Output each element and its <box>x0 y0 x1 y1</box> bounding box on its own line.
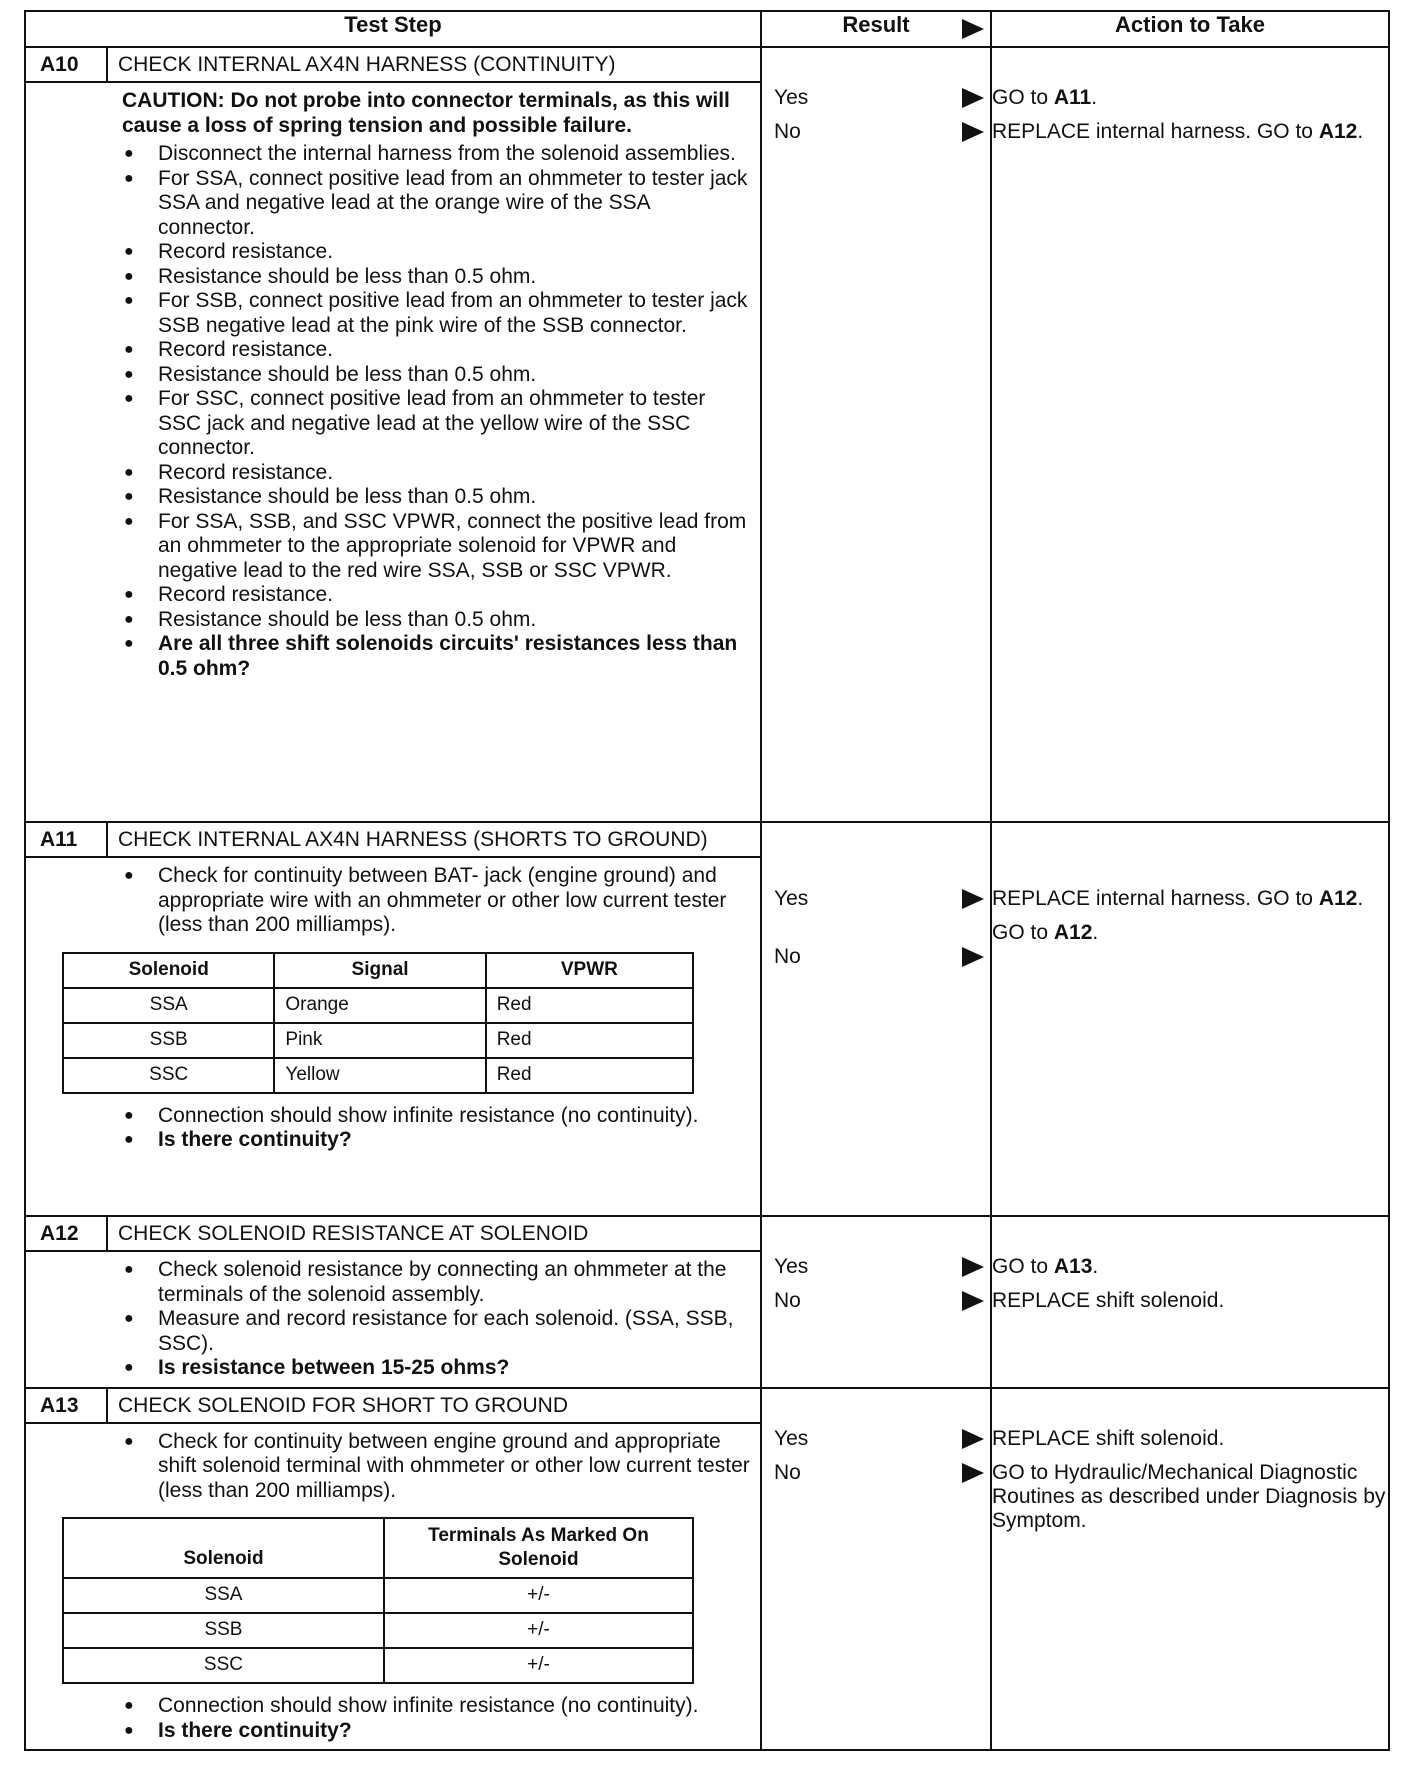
action-cell <box>991 1216 1389 1388</box>
column-header: Solenoid <box>63 1518 384 1578</box>
table-cell: SSA <box>63 988 274 1023</box>
action-step-ref: A12 <box>1318 120 1358 143</box>
action-no <box>992 120 1388 144</box>
action-text: GO to <box>992 921 1054 944</box>
step-header <box>26 1217 760 1252</box>
result-yes <box>762 86 990 110</box>
step-row-a13 <box>25 1388 1389 1751</box>
arrow-right-icon <box>962 1463 984 1483</box>
list-item: ● Check for continuity between engine ground and appropriate shift solenoid terminal with ohmmeter or other low current tester (less than 200 milliamps). <box>122 1430 750 1504</box>
table-row <box>63 1578 693 1613</box>
header-test-step: Test Step <box>25 11 761 47</box>
list-item: ● Connection should show infinite resistance (no continuity). <box>122 1694 750 1719</box>
header-result <box>761 11 991 47</box>
table-row <box>63 1023 693 1058</box>
step-title: CHECK INTERNAL AX4N HARNESS (CONTINUITY) <box>118 53 616 76</box>
result-no <box>762 120 990 144</box>
list-item: ● Resistance should be less than 0.5 ohm. <box>122 363 750 388</box>
column-header: VPWR <box>486 953 693 988</box>
step-cell <box>25 47 761 822</box>
table-cell: +/- <box>384 1578 693 1613</box>
list-item: ● For SSC, connect positive lead from an ohmmeter to tester SSC jack and negative lead at the yellow wire of the SSC connector. <box>122 387 750 461</box>
action-cell <box>991 822 1389 1216</box>
step-id: A12 <box>26 1217 108 1250</box>
result-yes-label: Yes <box>774 887 809 910</box>
action-cell <box>991 1388 1389 1751</box>
result-no <box>762 1289 990 1313</box>
step-cell <box>25 1388 761 1751</box>
list-item: ● Connection should show infinite resistance (no continuity). <box>122 1104 750 1129</box>
table-cell: Red <box>486 1023 693 1058</box>
list-item: ● Measure and record resistance for each solenoid. (SSA, SSB, SSC). <box>122 1307 750 1356</box>
result-no <box>762 945 990 969</box>
step-id: A11 <box>26 823 108 856</box>
list-item: ● Record resistance. <box>122 338 750 363</box>
result-yes-label: Yes <box>774 1426 809 1450</box>
table-cell: SSA <box>63 1578 384 1613</box>
table-header-row <box>25 11 1389 47</box>
action-no <box>992 1461 1388 1533</box>
question: ● Are all three shift solenoids circuits' resistances less than 0.5 ohm? <box>122 632 750 681</box>
table-row <box>63 1058 693 1093</box>
table-cell: Orange <box>274 988 485 1023</box>
terminal-table <box>62 1517 694 1684</box>
step-header <box>26 1389 760 1424</box>
column-header: Signal <box>274 953 485 988</box>
step-body <box>26 1252 760 1387</box>
arrow-right-icon <box>962 19 984 39</box>
step-row-a11 <box>25 822 1389 1216</box>
header-result-label: Result <box>842 12 910 37</box>
result-yes <box>762 1255 990 1279</box>
action-text: GO to Hydraulic/Mechanical Diagnostic Routines as described under Diagnosis by Symptom. <box>992 1460 1386 1532</box>
diagnostic-page <box>24 10 1388 1751</box>
step-title: CHECK INTERNAL AX4N HARNESS (SHORTS TO GROUND) <box>118 828 708 851</box>
action-text-end: . <box>1357 887 1364 910</box>
arrow-right-icon <box>962 947 984 967</box>
list-item: ● For SSA, connect positive lead from an ohmmeter to tester jack SSA and negative lead at the orange wire of the SSA connector. <box>122 167 750 241</box>
table-cell: Red <box>486 1058 693 1093</box>
question: ● Is there continuity? <box>122 1128 750 1153</box>
table-cell: SSC <box>63 1648 384 1683</box>
arrow-right-icon <box>962 1291 984 1311</box>
wire-color-table <box>62 952 694 1094</box>
action-text-end: . <box>1092 1255 1099 1278</box>
table-header-row <box>63 1518 693 1578</box>
bullet-list <box>122 1104 750 1153</box>
list-item: ● Resistance should be less than 0.5 ohm. <box>122 265 750 290</box>
action-cell <box>991 47 1389 822</box>
step-header <box>26 48 760 83</box>
result-cell <box>761 822 991 1216</box>
action-text: REPLACE shift solenoid. <box>992 1289 1225 1312</box>
result-cell <box>761 1388 991 1751</box>
step-title: CHECK SOLENOID FOR SHORT TO GROUND <box>118 1393 569 1417</box>
arrow-right-icon <box>962 1257 984 1277</box>
question: ● Is there continuity? <box>122 1719 750 1744</box>
list-item: ● Check for continuity between BAT- jack (engine ground) and appropriate wire with an ohmmeter or other low current tester (less than 200 milliamps). <box>122 864 750 938</box>
action-step-ref: A12 <box>1053 921 1093 944</box>
action-text: GO to <box>992 1255 1054 1278</box>
step-cell <box>25 822 761 1216</box>
list-item: ● For SSA, SSB, and SSC VPWR, connect the positive lead from an ohmmeter to the appropriate solenoid for VPWR and negative lead to the red wire SSA, SSB or SSC VPWR. <box>122 510 750 584</box>
arrow-right-icon <box>962 889 984 909</box>
list-item: ● Disconnect the internal harness from the solenoid assemblies. <box>122 142 750 167</box>
step-header <box>26 823 760 858</box>
action-text-end: . <box>1091 86 1098 109</box>
list-item: ● Record resistance. <box>122 461 750 486</box>
arrow-right-icon <box>962 88 984 108</box>
action-yes <box>992 1427 1388 1451</box>
table-cell: SSC <box>63 1058 274 1093</box>
action-yes <box>992 1255 1388 1279</box>
list-item: ● Resistance should be less than 0.5 ohm. <box>122 608 750 633</box>
action-step-ref: A13 <box>1053 1255 1093 1278</box>
result-no-label: No <box>774 1289 801 1312</box>
question: ● Is resistance between 15-25 ohms? <box>122 1356 750 1381</box>
table-row <box>63 1613 693 1648</box>
step-id: A10 <box>26 48 108 81</box>
table-row <box>63 988 693 1023</box>
action-text: REPLACE shift solenoid. <box>992 1426 1225 1450</box>
action-text: REPLACE internal harness. GO to <box>992 120 1319 143</box>
step-body <box>26 1424 760 1750</box>
bullet-list <box>122 864 750 938</box>
result-yes <box>762 1427 990 1451</box>
bullet-list <box>122 142 750 681</box>
arrow-right-icon <box>962 122 984 142</box>
step-body <box>26 858 760 1159</box>
step-body <box>26 83 760 687</box>
arrow-right-icon <box>962 1429 984 1449</box>
table-cell: SSB <box>63 1613 384 1648</box>
column-header: Terminals As Marked On Solenoid <box>384 1518 693 1578</box>
action-no <box>992 1289 1388 1313</box>
caution-text: CAUTION: Do not probe into connector terminals, as this will cause a loss of spring tension and possible failure. <box>122 89 730 137</box>
action-text: GO to <box>992 86 1054 109</box>
action-step-ref: A12 <box>1318 887 1358 910</box>
action-no <box>992 921 1388 945</box>
table-row <box>63 1648 693 1683</box>
step-title: CHECK SOLENOID RESISTANCE AT SOLENOID <box>118 1222 589 1245</box>
result-no <box>762 1461 990 1485</box>
header-action: Action to Take <box>991 11 1389 47</box>
table-cell: SSB <box>63 1023 274 1058</box>
table-cell: +/- <box>384 1648 693 1683</box>
action-text: REPLACE internal harness. GO to <box>992 887 1319 910</box>
result-yes-label: Yes <box>774 86 809 109</box>
list-item: ● Check solenoid resistance by connecting an ohmmeter at the terminals of the solenoid assembly. <box>122 1258 750 1307</box>
list-item: ● Record resistance. <box>122 583 750 608</box>
action-yes <box>992 887 1388 911</box>
action-text-end: . <box>1357 120 1364 143</box>
table-cell: +/- <box>384 1613 693 1648</box>
list-item: ● Resistance should be less than 0.5 ohm. <box>122 485 750 510</box>
action-yes <box>992 86 1388 110</box>
diagnostic-table <box>24 10 1390 1751</box>
column-header: Solenoid <box>63 953 274 988</box>
bullet-list <box>122 1258 750 1381</box>
list-item: ● Record resistance. <box>122 240 750 265</box>
table-cell: Yellow <box>274 1058 485 1093</box>
bullet-list <box>122 1694 750 1743</box>
result-no-label: No <box>774 945 801 968</box>
step-cell <box>25 1216 761 1388</box>
table-cell: Pink <box>274 1023 485 1058</box>
result-yes-label: Yes <box>774 1255 809 1278</box>
result-cell <box>761 47 991 822</box>
step-id: A13 <box>26 1389 108 1422</box>
action-step-ref: A11 <box>1053 86 1092 109</box>
list-item: ● For SSB, connect positive lead from an ohmmeter to tester jack SSB negative lead at the pink wire of the SSB connector. <box>122 289 750 338</box>
step-row-a12 <box>25 1216 1389 1388</box>
result-no-label: No <box>774 120 801 143</box>
result-cell <box>761 1216 991 1388</box>
bullet-list <box>122 1430 750 1504</box>
result-no-label: No <box>774 1460 801 1484</box>
result-yes <box>762 887 990 911</box>
action-text-end: . <box>1092 921 1099 944</box>
step-row-a10 <box>25 47 1389 822</box>
table-cell: Red <box>486 988 693 1023</box>
table-header-row <box>63 953 693 988</box>
